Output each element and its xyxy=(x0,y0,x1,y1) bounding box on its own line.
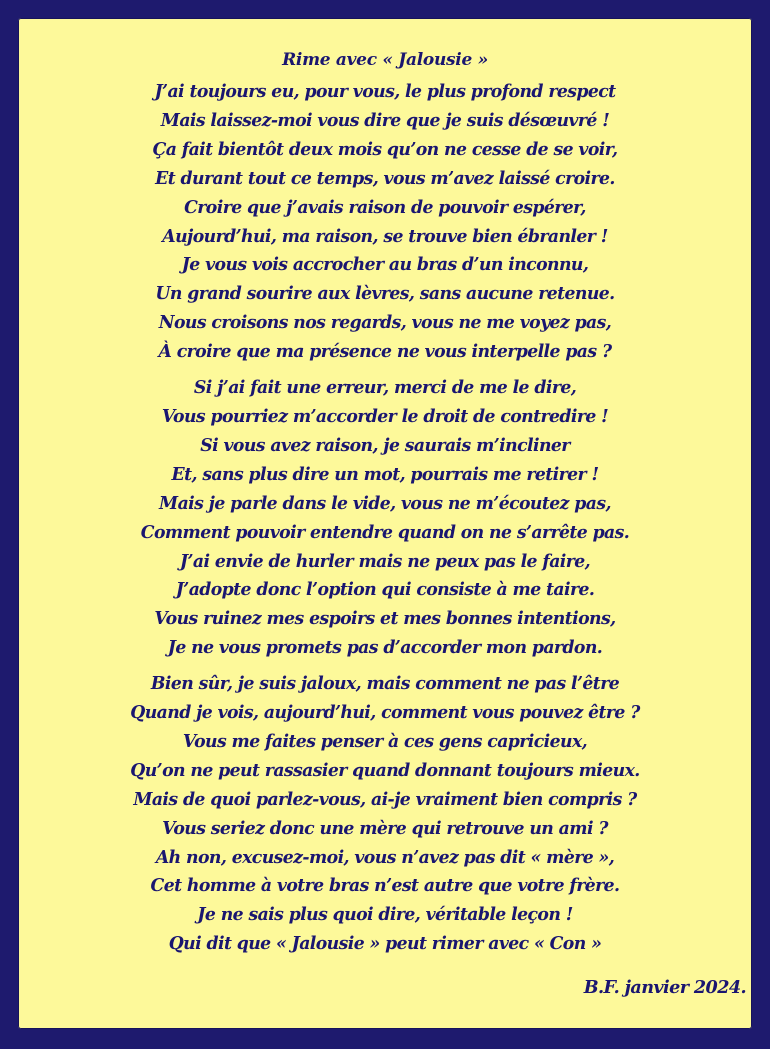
poem-line: Quand je vois, aujourd’hui, comment vous pouvez être ? xyxy=(130,702,640,724)
poem-line: Qu’on ne peut rassasier quand donnant toujours mieux. xyxy=(130,759,640,781)
poem-line: Cet homme à votre bras n’est autre que votre frère. xyxy=(150,875,620,897)
poem-line: J’adopte donc l’option qui consiste à me taire. xyxy=(175,579,595,601)
poem-line: Vous seriez donc une mère qui retrouve un ami ? xyxy=(162,817,608,839)
poem-line: Qui dit que « Jalousie » peut rimer avec « Con » xyxy=(168,933,602,955)
stanza-3 xyxy=(18,670,752,959)
poem-line: Je ne sais plus quoi dire, véritable leçon ! xyxy=(197,904,573,926)
poem-line: Mais je parle dans le vide, vous ne m’écoutez pas, xyxy=(159,492,611,514)
poem-line: Nous croisons nos regards, vous ne me voyez pas, xyxy=(158,312,612,334)
stanza-2 xyxy=(18,374,752,663)
poem-line: Bien sûr, je suis jaloux, mais comment ne pas l’être xyxy=(150,673,620,695)
poem-line: À croire que ma présence ne vous interpelle pas ? xyxy=(158,341,612,363)
poem-line: Mais laissez-moi vous dire que je suis désœuvré ! xyxy=(160,109,610,131)
poem-sheet xyxy=(18,18,752,1029)
poem-line: Vous pourriez m’accorder le droit de contredire ! xyxy=(161,405,609,427)
signature: B.F. janvier 2024. xyxy=(583,977,746,998)
poem-line: Si vous avez raison, je saurais m’incliner xyxy=(200,434,570,456)
poem-line: Et, sans plus dire un mot, pourrais me retirer ! xyxy=(171,463,599,485)
poem-line: Mais de quoi parlez-vous, ai-je vraiment bien compris ? xyxy=(133,788,637,810)
poem-title: Rime avec « Jalousie » xyxy=(282,50,488,70)
poem-line: Comment pouvoir entendre quand on ne s’arrête pas. xyxy=(140,521,630,543)
poem-line: Si j’ai fait une erreur, merci de me le dire, xyxy=(193,377,577,399)
poem xyxy=(18,48,752,966)
stanza-1 xyxy=(18,78,752,367)
poem-line: Je ne vous promets pas d’accorder mon pardon. xyxy=(167,637,603,659)
poem-line: Vous me faites penser à ces gens capricieux, xyxy=(182,730,588,752)
poem-line: Je vous vois accrocher au bras d’un inconnu, xyxy=(181,254,589,276)
poem-line: Et durant tout ce temps, vous m’avez laissé croire. xyxy=(155,167,615,189)
poem-line: Ça fait bientôt deux mois qu’on ne cesse de se voir, xyxy=(152,138,618,160)
poem-line: Vous ruinez mes espoirs et mes bonnes intentions, xyxy=(154,608,616,630)
poem-line: J’ai envie de hurler mais ne peux pas le faire, xyxy=(179,550,591,572)
poem-line: Aujourd’hui, ma raison, se trouve bien ébranler ! xyxy=(162,225,608,247)
poem-line: Un grand sourire aux lèvres, sans aucune retenue. xyxy=(155,283,615,305)
poem-line: Croire que j’avais raison de pouvoir espérer, xyxy=(184,196,586,218)
poem-line: J’ai toujours eu, pour vous, le plus profond respect xyxy=(154,81,616,102)
poem-line: Ah non, excusez-moi, vous n’avez pas dit « mère », xyxy=(155,846,615,868)
